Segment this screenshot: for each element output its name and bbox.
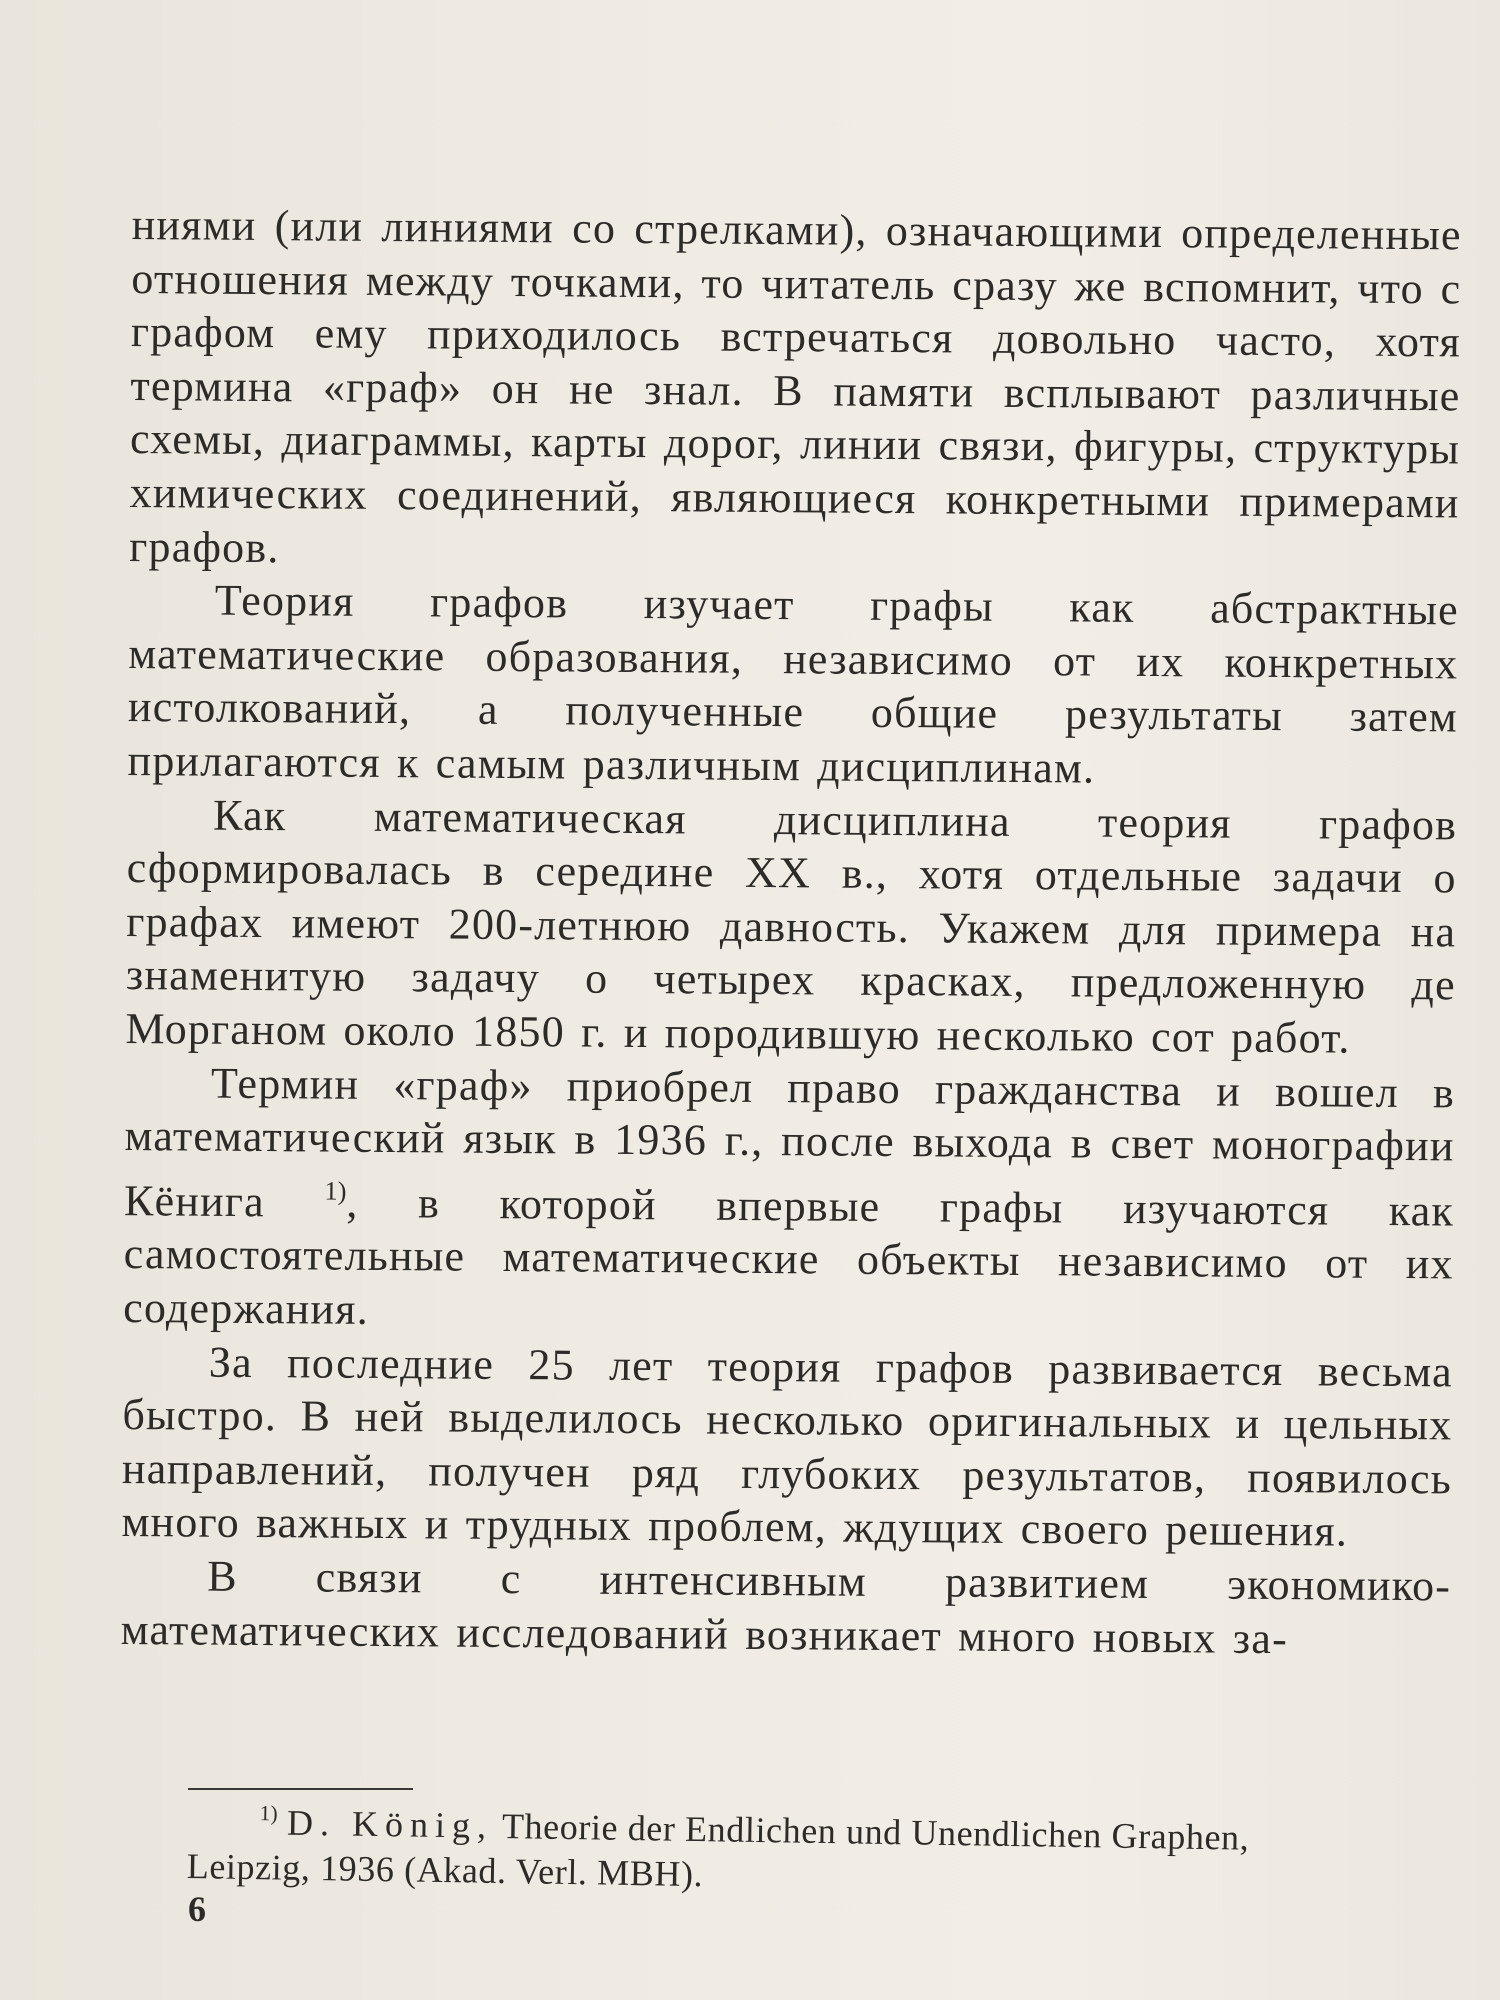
- paragraph-continuation: ниями (или линиями со стрелками), означающими определенные отношения между точками, то читатель сразу же вспомнит, что с графом ему приходилось встречаться довольно часто, хотя термина «граф» он не знал. В памяти всплывают различные схемы, диаграммы, карты дорог, линии связи, фигуры, структуры химических соединений, являющиеся конкретными примерами графов.: [129, 199, 1462, 572]
- paragraph-recent-development: За последние 25 лет теория графов развивается весьма быстро. В ней выделилось несколько оригинальных и цельных направлений, получен ряд глубоких результатов, появилось много важных и трудных проблем, ждущих своего решения.: [121, 1337, 1454, 1556]
- body-text: [121, 198, 1462, 1667]
- footnote: [186, 1790, 1449, 1909]
- footnote-title: Theorie der Endlichen und Unendlichen Graphen,: [501, 1805, 1250, 1858]
- footnote-marker: 1): [259, 1801, 278, 1826]
- paragraph-konig-text-end: , в которой впервые графы изучаются как самостоятельные математические объекты независимо от их содержания.: [123, 1177, 1455, 1334]
- paragraph-konig-text: Термин «граф» приобрел право гражданства и вошел в математический язык в 1936 г., после выхода в свет монографии Кёнига: [123, 1058, 1456, 1226]
- footnote-publication: Leipzig, 1936 (Akad. Verl. MBH).: [186, 1846, 704, 1895]
- paragraph-graph-theory: Теория графов изучает графы как абстрактные математические образования, независимо от их конкретных истолкований, а полученные общие результаты затем прилагаются к самым различным дисциплинам.: [127, 575, 1459, 793]
- footnote-reference: 1): [324, 1175, 347, 1206]
- page-number: 6: [188, 1889, 206, 1929]
- paragraph-history: Как математическая дисциплина теория графов сформировалась в середине XX в., хотя отдельные задачи о графах имеют 200-летнюю давность. Укажем для примера на знаменитую задачу о четырех красках, предложенную де Морганом около 1850 г. и породившую несколько сот работ.: [125, 790, 1458, 1063]
- paragraph-konig: [123, 1055, 1455, 1345]
- footnote-author: D. König,: [286, 1802, 494, 1846]
- paragraph-economics: В связи с интенсивным развитием экономико-математических исследований возникает много новых за-: [120, 1551, 1452, 1663]
